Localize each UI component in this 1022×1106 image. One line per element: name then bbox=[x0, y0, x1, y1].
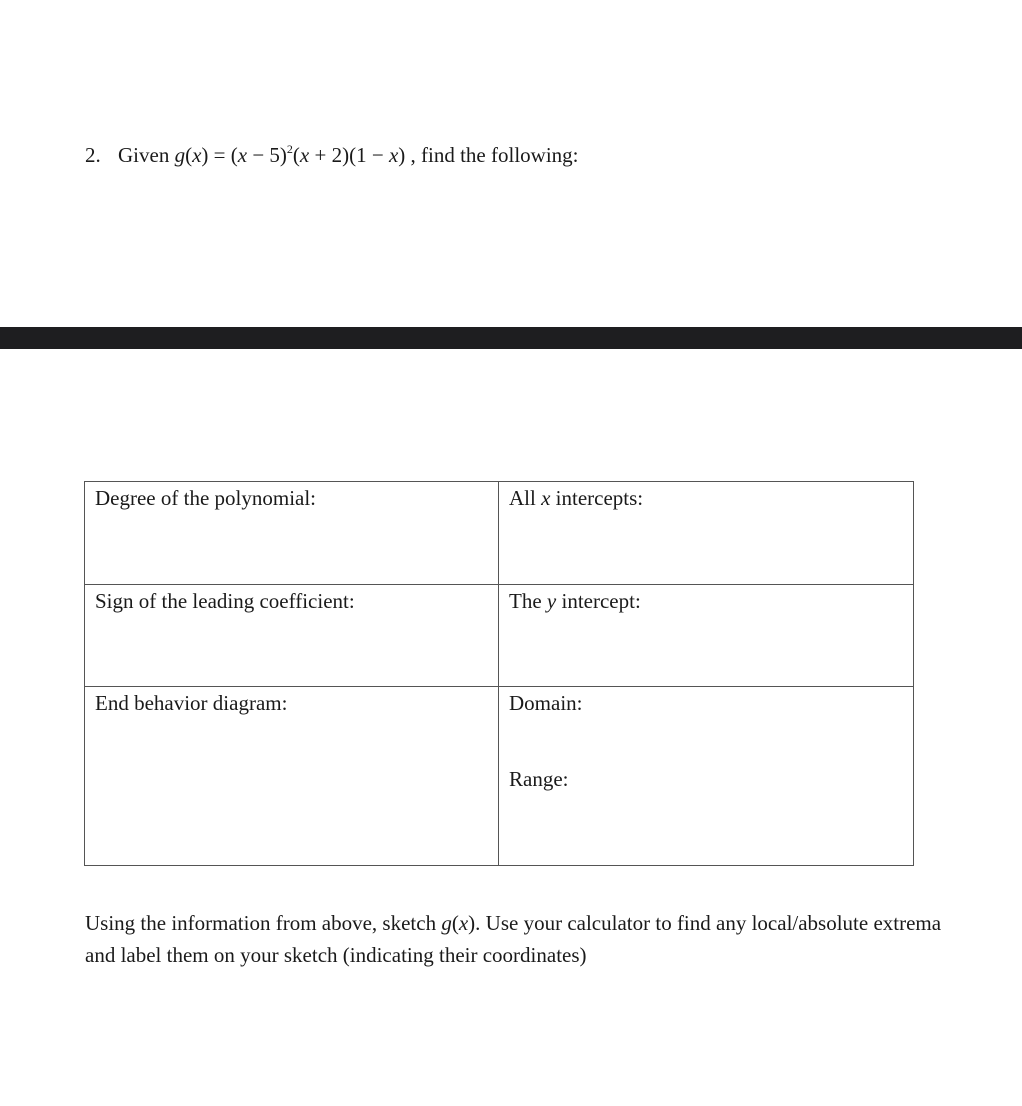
factor1-open: ( bbox=[230, 143, 238, 167]
factor1-var: x bbox=[237, 143, 248, 167]
y-intercept-label bbox=[509, 588, 903, 614]
factor1-exponent: 2 bbox=[286, 142, 293, 156]
instructions-function-name: g bbox=[441, 911, 452, 935]
x-intercepts-prefix: All bbox=[509, 486, 536, 510]
leading-coefficient-cell[interactable] bbox=[85, 585, 499, 687]
table-row bbox=[85, 687, 914, 866]
instructions-variable: x bbox=[458, 911, 469, 935]
sketch-instructions bbox=[85, 907, 965, 971]
factor2-var: x bbox=[299, 143, 310, 167]
leading-coefficient-label: Sign of the leading coefficient: bbox=[95, 589, 355, 613]
x-intercepts-var: x bbox=[541, 486, 551, 510]
question-prefix: Given bbox=[118, 143, 170, 167]
factor2-open: ( bbox=[292, 143, 300, 167]
table-row bbox=[85, 482, 914, 585]
y-intercept-cell[interactable] bbox=[499, 585, 914, 687]
factor3-open: (1 − bbox=[349, 143, 389, 167]
end-behavior-cell[interactable] bbox=[85, 687, 499, 866]
equals-sign: = bbox=[213, 143, 226, 167]
range-label: Range: bbox=[509, 767, 569, 791]
factor1-rest: − 5) bbox=[247, 143, 287, 167]
factor3-var: x bbox=[388, 143, 399, 167]
instructions-part2: . Use your calculator to find any local/absolute extrema and label them on your sketch (indicating their coordinates) bbox=[85, 911, 942, 967]
x-intercepts-label bbox=[509, 485, 903, 511]
function-expression: $g(x) = (x - 5)^2(x + 2)(1 - x)$ bbox=[174, 142, 406, 167]
degree-cell[interactable] bbox=[85, 482, 499, 585]
question-prompt bbox=[85, 141, 579, 169]
x-intercepts-suffix: intercepts: bbox=[555, 486, 644, 510]
instructions-part1: Using the information from above, sketch bbox=[85, 911, 437, 935]
function-variable: x bbox=[192, 143, 202, 167]
question-number: 2. bbox=[85, 143, 101, 167]
y-intercept-suffix: intercept: bbox=[561, 589, 641, 613]
y-intercept-prefix: The bbox=[509, 589, 542, 613]
worksheet-table bbox=[84, 481, 914, 866]
domain-label: Domain: bbox=[509, 691, 583, 715]
question-suffix: , find the following: bbox=[410, 143, 579, 167]
x-intercepts-cell[interactable] bbox=[499, 482, 914, 585]
factor3-close: ) bbox=[398, 143, 406, 167]
domain-range-cell[interactable] bbox=[499, 687, 914, 866]
function-name: g bbox=[174, 143, 186, 167]
section-divider-bar bbox=[0, 327, 1022, 349]
factor2-rest: + 2) bbox=[309, 143, 350, 167]
table-row bbox=[85, 585, 914, 687]
degree-label: Degree of the polynomial: bbox=[95, 486, 317, 510]
instructions-function: g(x) bbox=[441, 911, 476, 935]
end-behavior-label: End behavior diagram: bbox=[95, 691, 288, 715]
y-intercept-var: y bbox=[546, 589, 557, 613]
